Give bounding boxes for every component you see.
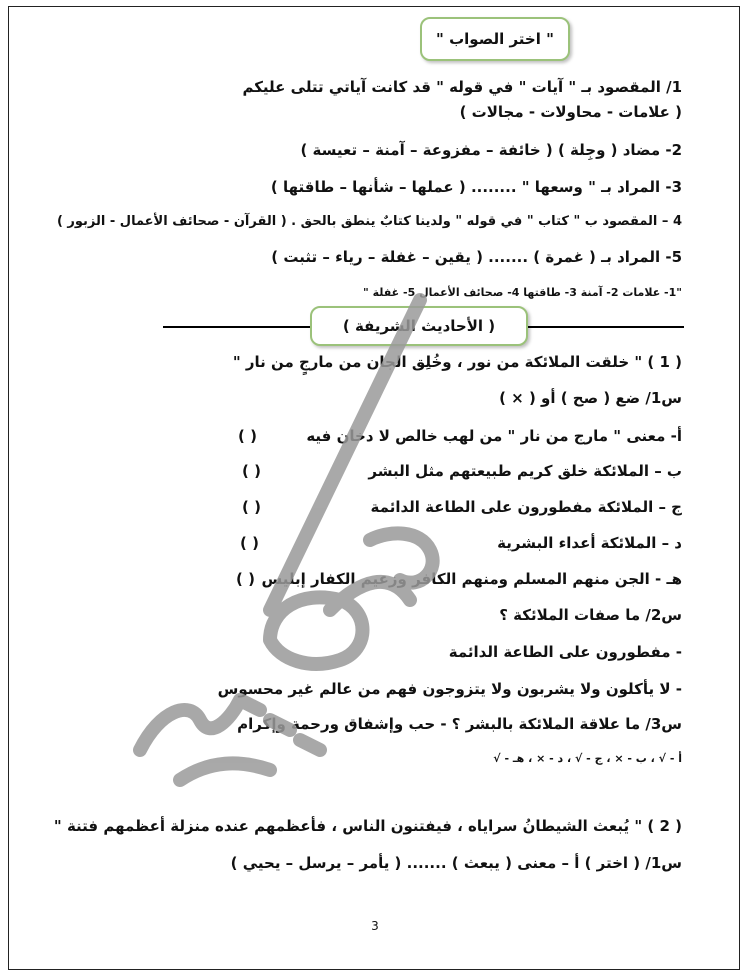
page-number: 3 — [371, 919, 379, 933]
hadith-1-item-b: ب – الملائكة خلق كريم طبيعتهم مثل البشر — [368, 462, 682, 480]
question-2: 2- مضاد ( وجِلة ) ( خائفة – مفزوعة – آمنة – تعيسة ) — [300, 141, 682, 159]
hadith-1-q2: س2/ ما صفات الملائكة ؟ — [499, 606, 682, 624]
divider-right — [524, 326, 684, 328]
question-5: 5- المراد بـ ( غمرة ) ....... ( يقين – غفلة – رياء – تثبت ) — [271, 248, 682, 266]
answers-choose: "1- علامات 2- آمنة 3- طاقتها 4- صحائف الأعمال 5- غفلة " — [363, 286, 682, 299]
answer-paren-c: ( ) — [242, 498, 261, 516]
hadith-1-answers: أ - √ ، ب - × ، ج - √ ، د - × ، هـ - √ — [493, 752, 682, 765]
question-4: 4 – المقصود ب " كتاب " في قوله " ولدينا كتابٌ ينطق بالحق . ( القرآن - صحائف الأعمال - الزبور ) — [56, 214, 682, 229]
hadith-1-q2-answer-2: - لا يأكلون ولا يشربون ولا يتزوجون فهم من عالم غير محسوس — [217, 680, 682, 698]
hadith-1-item-c: ج – الملائكة مفطورون على الطاعة الدائمة — [370, 498, 682, 516]
hadith-1-item-d: د – الملائكة أعداء البشرية — [497, 534, 682, 552]
question-3: 3- المراد بـ " وسعها " ........ ( عملها – شأنها – طاقتها ) — [270, 178, 682, 196]
hadith-1-text: ( 1 ) " خلقت الملائكة من نور ، وخُلِق الجان من مارجٍ من نار " — [232, 353, 682, 371]
hadith-1-item-a: أ- معنى " مارج من نار " من لهب خالص لا دخان فيه — [306, 427, 682, 445]
answer-paren-a: ( ) — [238, 427, 257, 445]
answer-paren-d: ( ) — [240, 534, 259, 552]
question-1: 1/ المقصود بـ " آيات " في قوله " قد كانت آياتي تتلى عليكم — [242, 78, 682, 96]
hadith-1-item-e: هـ - الجن منهم المسلم ومنهم الكافر وزعيم الكفار إبليس — [261, 570, 682, 588]
hadith-1-q3: س3/ ما علاقة الملائكة بالبشر ؟ - حب وإشفاق ورحمة وإكرام — [237, 715, 682, 733]
answer-paren-b: ( ) — [242, 462, 261, 480]
hadith-1-q2-answer-1: - مفطورون على الطاعة الدائمة — [448, 643, 682, 661]
section-title-hadith: ( الأحاديث الشريفة ) — [310, 306, 528, 346]
divider-left — [163, 326, 313, 328]
hadith-1-q1: س1/ ضع ( صح ) أو ( × ) — [499, 389, 682, 407]
hadith-2-text: ( 2 ) " يُبعث الشيطانُ سراياه ، فيفتنون الناس ، فأعظمهم عنده منزلة أعظمهم فتنة " — [53, 817, 682, 835]
hadith-2-q1: س1/ ( اختر ) أ – معنى ( يبعث ) ....... ( يأمر – يرسل – يحيي ) — [230, 854, 682, 872]
question-1-options: ( علامات - محاولات - مجالات ) — [459, 103, 682, 121]
answer-paren-e: ( ) — [236, 570, 255, 588]
section-title-choose: " اختر الصواب " — [420, 17, 570, 61]
